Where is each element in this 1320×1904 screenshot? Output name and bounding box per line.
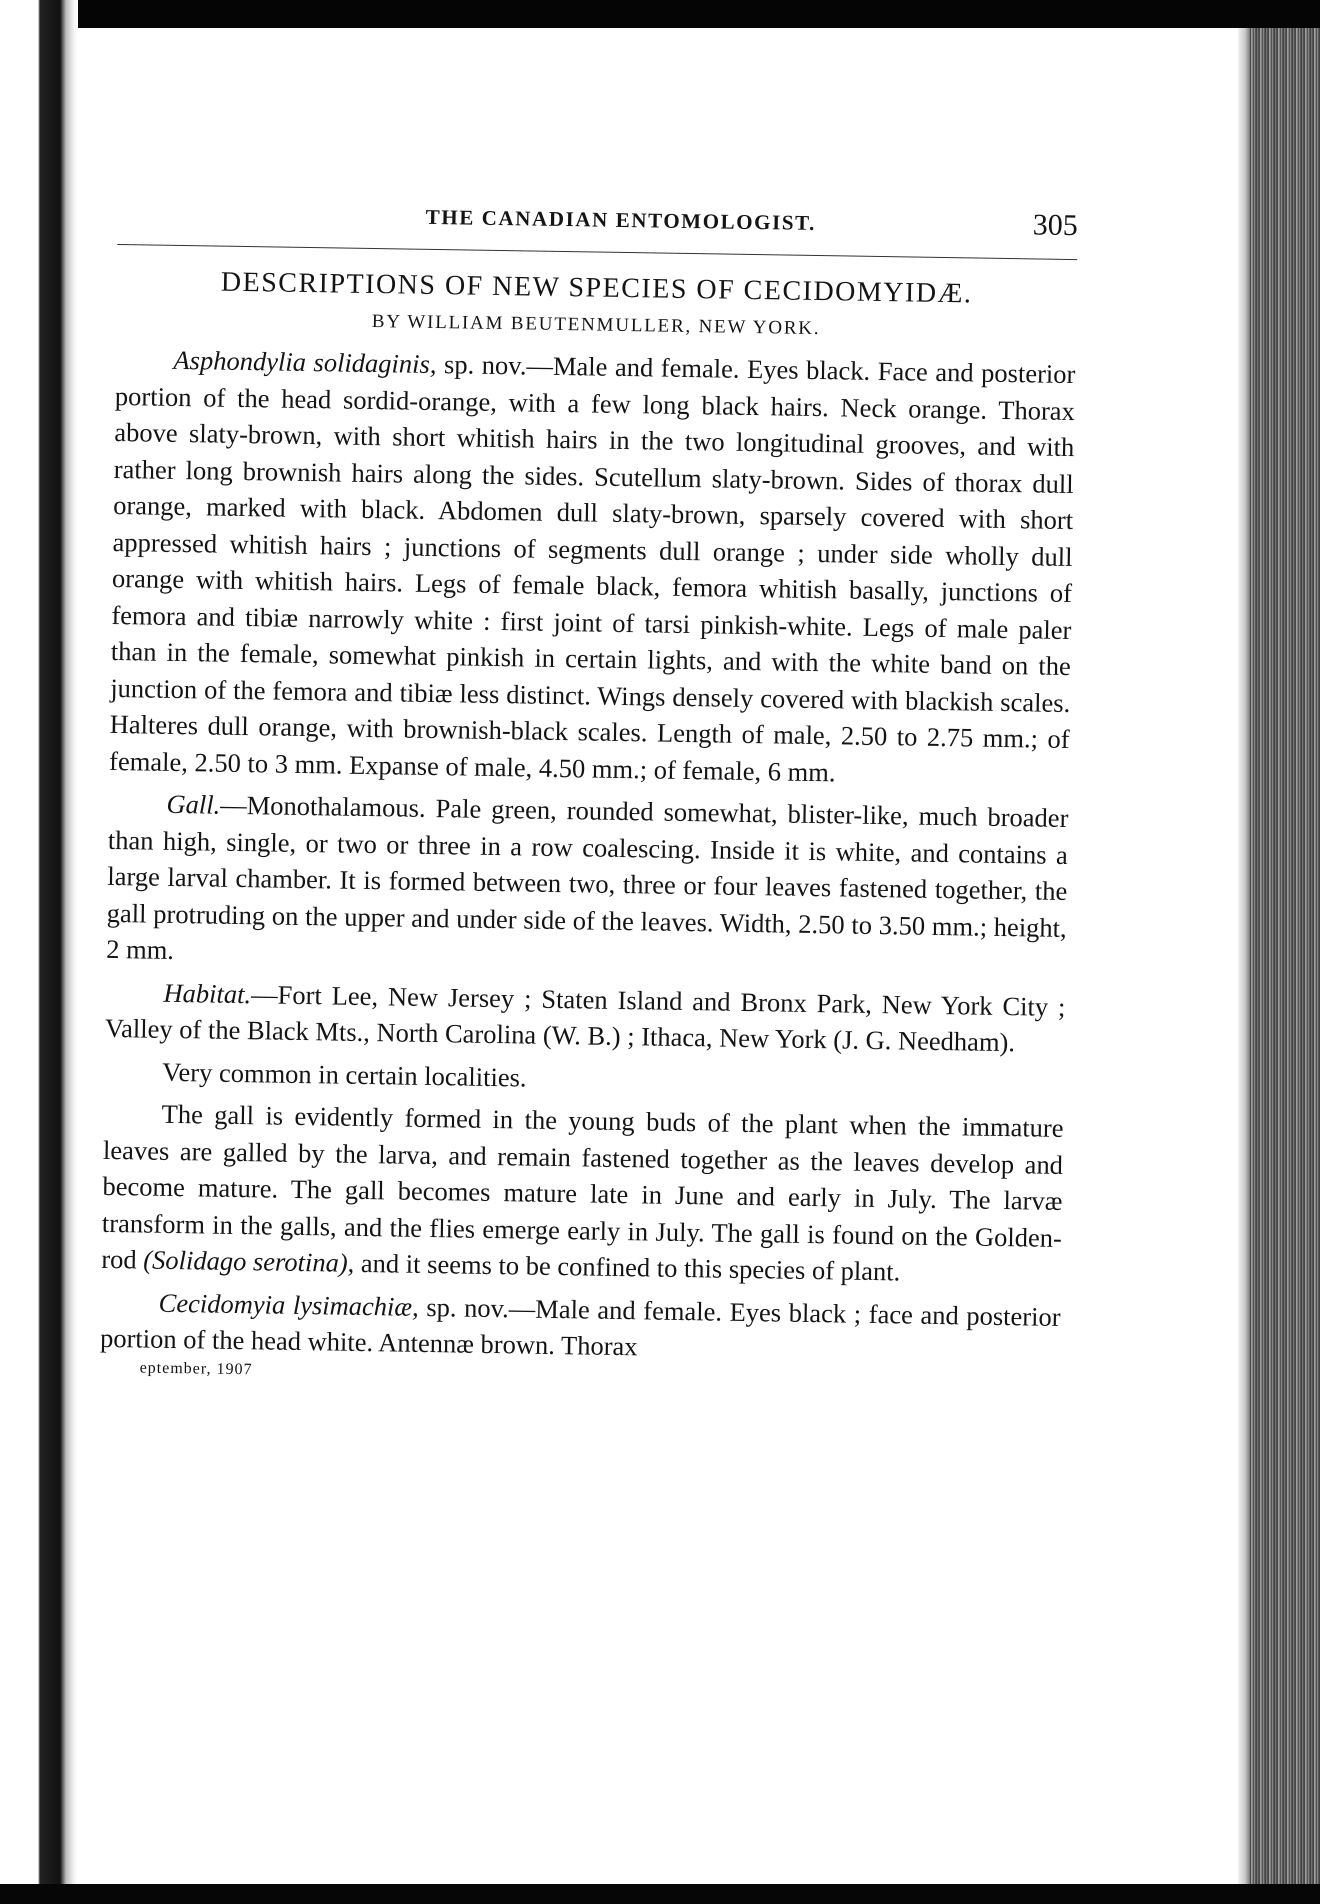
host-plant-name: (Solidago serotina), [143,1244,355,1278]
paragraph-text-tail: and it seems to be confined to this species of plant. [354,1247,901,1287]
paragraph-gall [106,785,1069,983]
article-title: DESCRIPTIONS OF NEW SPECIES OF CECIDOMYIDÆ. [220,266,973,310]
page-stack-edge [1238,28,1320,1884]
article-byline: BY WILLIAM BEUTENMULLER, NEW YORK. [371,311,821,340]
paragraph-text: —Monothalamous. Pale green, rounded somewhat, blister-like, much broader than high, single, or two or three in a row coalescing. Inside it is white, and contains a large larval chamber. It is formed between two, three or four leaves fastened together, the gall protruding on the upper and under side of the leaves. Width, 2.50 to 3.50 mm.; height, 2 mm. [105,789,1069,965]
running-head [117,200,1078,260]
paragraph-text: sp. nov.—Male and female. Eyes black ; face and posterior portion of the head white. Antennæ brown. Thorax [99,1291,1061,1362]
section-lead: Gall. [166,788,221,820]
scan-top-border [0,0,1320,28]
species-name: Cecidomyia lysimachiæ, [158,1287,419,1322]
page-number: 305 [1032,208,1078,243]
paragraph-text: Very common in certain localities. [162,1056,527,1093]
paragraph-species-description [109,341,1076,794]
scan-bottom-border [0,1884,1320,1904]
paragraph-text: sp. nov.—Male and female. Eyes black. Face and posterior portion of the head sordid-orange, with a few long black hairs. Neck orange. Thorax above slaty-brown, with short whitish hairs in the two longitudinal grooves, and with rather long brownish hairs along the sides. Scutellum slaty-brown. Sides of thorax dull orange, marked with black. Abdomen dull slaty-brown, sparsely covered with short appressed whitish hairs ; junctions of segments dull orange ; under side wholly dull orange with whitish hairs. Legs of female black, femora whitish basally, junctions of femora and tibiæ narrowly white : first joint of tarsi pinkish-white. Legs of male paler than in the female, somewhat pinkish in certain lights, and with the white band on the junction of the femora and tibiæ less distinct. Wings densely covered with blackish scales. Halteres dull orange, with brownish-black scales. Length of male, 2.50 to 2.75 mm.; of female, 2.50 to 3 mm. Expanse of male, 4.50 mm.; of female, 6 mm. [108,349,1076,787]
printed-page [100,200,1078,1391]
paragraph-habitat [105,973,1066,1061]
paragraph-text: The gall is evidently formed in the young buds of the plant when the immature leaves are galled by the larva, and remain fastened together as the leaves develop and become mature. The gall becomes mature late in June and early in July. The larvæ transform in the galls, and the flies emerge early in July. The gall is found on the Golden-rod [101,1098,1064,1275]
section-lead: Habitat. [163,977,252,1009]
paragraph-gall-formation [101,1095,1064,1293]
journal-title: THE CANADIAN ENTOMOLOGIST. [425,204,817,235]
species-name: Asphondylia solidaginis, [173,344,437,380]
paragraph-text: —Fort Lee, New Jersey ; Staten Island and Bronx Park, New York City ; Valley of the Black Mts., North Carolina (W. B.) ; Ithaca, New York (J. G. Needham). [104,978,1066,1058]
book-gutter [0,0,78,1904]
signature-line: eptember, 1907 [139,1358,253,1378]
paragraph-second-species [100,1283,1061,1371]
